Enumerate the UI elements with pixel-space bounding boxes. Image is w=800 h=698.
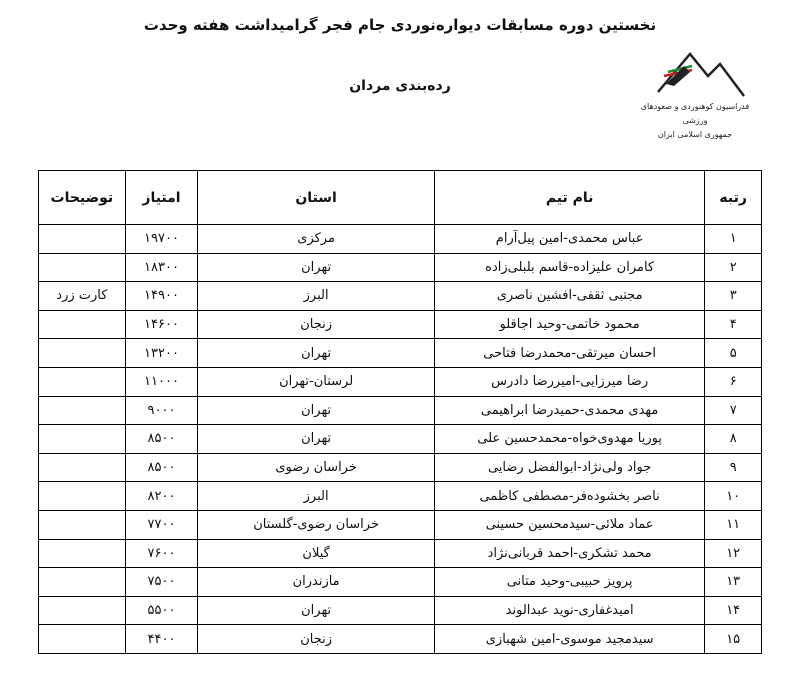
cell-rank: ۷ bbox=[705, 396, 762, 425]
table-row bbox=[39, 425, 762, 454]
cell-score: ۸۲۰۰ bbox=[125, 482, 198, 511]
cell-score: ۱۱۰۰۰ bbox=[125, 367, 198, 396]
document-subtitle: ردەبندی مردان bbox=[349, 78, 451, 94]
cell-province: خراسان رضوی bbox=[198, 453, 435, 482]
cell-name: پرویز حبیبی-وحید متانی bbox=[434, 568, 704, 597]
cell-rank: ۱۳ bbox=[705, 568, 762, 597]
cell-name: محمد تشکری-احمد قربانی‌نژاد bbox=[434, 539, 704, 568]
cell-notes bbox=[39, 568, 126, 597]
cell-score: ۹۰۰۰ bbox=[125, 396, 198, 425]
cell-name: عماد ملائی-سیدمحسین حسینی bbox=[434, 510, 704, 539]
cell-rank: ۹ bbox=[705, 453, 762, 482]
cell-score: ۱۴۹۰۰ bbox=[125, 282, 198, 311]
header-rank: رتبه bbox=[705, 171, 762, 225]
cell-score: ۵۵۰۰ bbox=[125, 596, 198, 625]
cell-score: ۷۷۰۰ bbox=[125, 510, 198, 539]
table-row bbox=[39, 396, 762, 425]
table-row bbox=[39, 282, 762, 311]
header-name: نام تیم bbox=[434, 171, 704, 225]
table-row bbox=[39, 539, 762, 568]
cell-notes: کارت زرد bbox=[39, 282, 126, 311]
header-score: امتیاز bbox=[125, 171, 198, 225]
cell-rank: ۸ bbox=[705, 425, 762, 454]
table-row bbox=[39, 310, 762, 339]
cell-province: لرستان-تهران bbox=[198, 367, 435, 396]
cell-score: ۴۴۰۰ bbox=[125, 625, 198, 654]
table-header-row bbox=[39, 171, 762, 225]
cell-name: مهدی محمدی-حمیدرضا ابراهیمی bbox=[434, 396, 704, 425]
header-notes: توضیحات bbox=[39, 171, 126, 225]
cell-notes bbox=[39, 225, 126, 254]
cell-score: ۷۶۰۰ bbox=[125, 539, 198, 568]
cell-notes bbox=[39, 453, 126, 482]
cell-name: محمود خاتمی-وحید اجاقلو bbox=[434, 310, 704, 339]
cell-score: ۱۸۳۰۰ bbox=[125, 253, 198, 282]
cell-rank: ۱۵ bbox=[705, 625, 762, 654]
table-row bbox=[39, 568, 762, 597]
cell-province: زنجان bbox=[198, 310, 435, 339]
cell-notes bbox=[39, 310, 126, 339]
cell-notes bbox=[39, 596, 126, 625]
cell-notes bbox=[39, 339, 126, 368]
cell-notes bbox=[39, 539, 126, 568]
table-row bbox=[39, 453, 762, 482]
federation-name bbox=[640, 100, 750, 142]
cell-score: ۸۵۰۰ bbox=[125, 425, 198, 454]
table-row bbox=[39, 482, 762, 511]
cell-name: پوریا مهدوی‌خواه-محمدحسین علی bbox=[434, 425, 704, 454]
cell-rank: ۱۰ bbox=[705, 482, 762, 511]
cell-notes bbox=[39, 510, 126, 539]
table-row bbox=[39, 625, 762, 654]
cell-province: تهران bbox=[198, 339, 435, 368]
cell-rank: ۱۱ bbox=[705, 510, 762, 539]
table-row bbox=[39, 253, 762, 282]
cell-name: کامران علیزاده-قاسم بلبلی‌زاده bbox=[434, 253, 704, 282]
cell-rank: ۶ bbox=[705, 367, 762, 396]
cell-score: ۱۹۷۰۰ bbox=[125, 225, 198, 254]
cell-notes bbox=[39, 396, 126, 425]
cell-notes bbox=[39, 425, 126, 454]
federation-name-line2: جمهوری اسلامی ایران bbox=[657, 130, 733, 139]
table-row bbox=[39, 596, 762, 625]
cell-province: خراسان رضوی-گلستان bbox=[198, 510, 435, 539]
cell-name: سیدمجید موسوی-امین شهبازی bbox=[434, 625, 704, 654]
cell-score: ۱۳۲۰۰ bbox=[125, 339, 198, 368]
cell-province: زنجان bbox=[198, 625, 435, 654]
cell-name: ناصر بخشوده‌فر-مصطفی کاظمی bbox=[434, 482, 704, 511]
cell-name: رضا میرزایی-امیررضا دادرس bbox=[434, 367, 704, 396]
header-province: استان bbox=[198, 171, 435, 225]
table-row bbox=[39, 510, 762, 539]
cell-province: تهران bbox=[198, 253, 435, 282]
table-row bbox=[39, 367, 762, 396]
cell-rank: ۱۲ bbox=[705, 539, 762, 568]
cell-name: عباس محمدی-امین پیل‌آرام bbox=[434, 225, 704, 254]
cell-rank: ۴ bbox=[705, 310, 762, 339]
table-row bbox=[39, 339, 762, 368]
cell-rank: ۱۴ bbox=[705, 596, 762, 625]
cell-province: تهران bbox=[198, 396, 435, 425]
cell-notes bbox=[39, 482, 126, 511]
cell-name: جواد ولی‌نژاد-ابوالفضل رضایی bbox=[434, 453, 704, 482]
cell-rank: ۲ bbox=[705, 253, 762, 282]
cell-province: تهران bbox=[198, 425, 435, 454]
cell-score: ۸۵۰۰ bbox=[125, 453, 198, 482]
cell-score: ۱۴۶۰۰ bbox=[125, 310, 198, 339]
cell-name: امیدغفاری-نوید عبدالوند bbox=[434, 596, 704, 625]
cell-notes bbox=[39, 367, 126, 396]
cell-province: البرز bbox=[198, 482, 435, 511]
cell-notes bbox=[39, 625, 126, 654]
cell-rank: ۵ bbox=[705, 339, 762, 368]
ranking-table bbox=[38, 170, 762, 654]
cell-province: مازندران bbox=[198, 568, 435, 597]
cell-name: احسان میرتقی-محمدرضا فتاحی bbox=[434, 339, 704, 368]
cell-province: گیلان bbox=[198, 539, 435, 568]
cell-province: مرکزی bbox=[198, 225, 435, 254]
federation-name-line1: فدراسیون کوهنوردی و صعودهای ورزشی bbox=[640, 102, 750, 125]
cell-province: تهران bbox=[198, 596, 435, 625]
cell-name: مجتبی ثقفی-افشین ناصری bbox=[434, 282, 704, 311]
cell-rank: ۱ bbox=[705, 225, 762, 254]
cell-rank: ۳ bbox=[705, 282, 762, 311]
table-row bbox=[39, 225, 762, 254]
cell-notes bbox=[39, 253, 126, 282]
cell-province: البرز bbox=[198, 282, 435, 311]
cell-score: ۷۵۰۰ bbox=[125, 568, 198, 597]
document-title: نخستین دوره مسابقات دیوارەنوردی جام فجر گرامیداشت هفته وحدت bbox=[143, 16, 657, 34]
